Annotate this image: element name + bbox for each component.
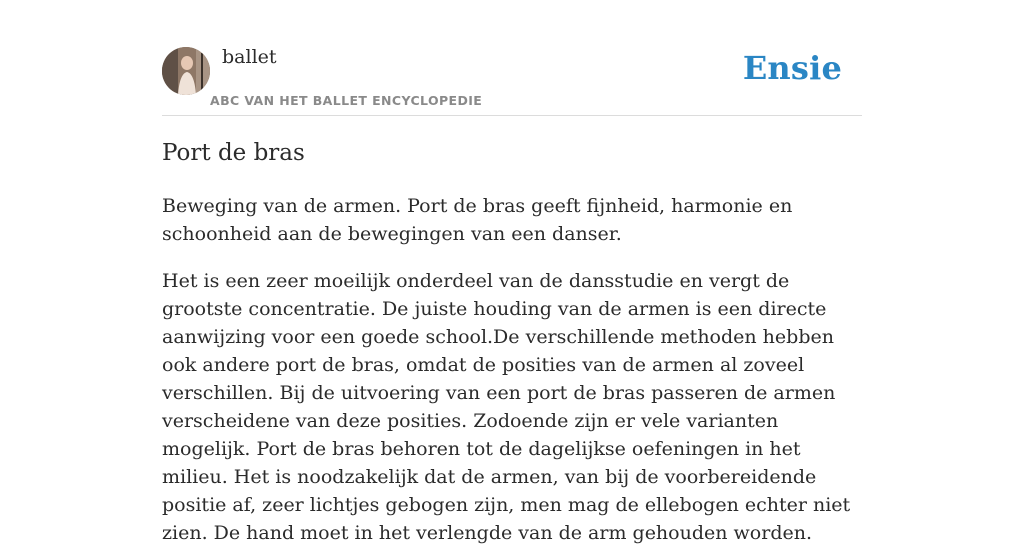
article-paragraph: Beweging van de armen. Port de bras geeft fijnheid, harmonie en schoonheid aan de bewegingen van een danser. [162,195,793,245]
header [162,0,862,116]
page [162,0,862,544]
topic-link[interactable]: ballet [222,46,277,68]
ballet-dancer-photo-icon [162,47,210,95]
article-paragraph: Het is een zeer moeilijk onderdeel van de dansstudie en vergt de grootste concentratie. De juiste houding van de armen is een directe aanwijzing voor een goede school.De verschillende methoden hebben ook andere port de bras, omdat de posities van de armen al zoveel verschillen. Bij de uitvoering van een port de bras passeren de armen verscheidene van deze posities. Zodoende zijn er vele varianten mogelijk. Port de bras behoren tot de dagelijkse oefeningen in het milieu. Het is noodzakelijk dat de armen, van bij de voorbereidende positie af, zeer lichtjes gebogen zijn, men mag de ellebogen echter niet zien. De hand moet in het verlengde van de arm gehouden worden. [162,270,851,544]
ensie-logo[interactable]: Ensie [742,49,842,87]
source-title[interactable]: ABC VAN HET BALLET ENCYCLOPEDIE [210,93,483,108]
avatar[interactable] [162,47,210,95]
article-title: Port de bras [162,140,305,166]
